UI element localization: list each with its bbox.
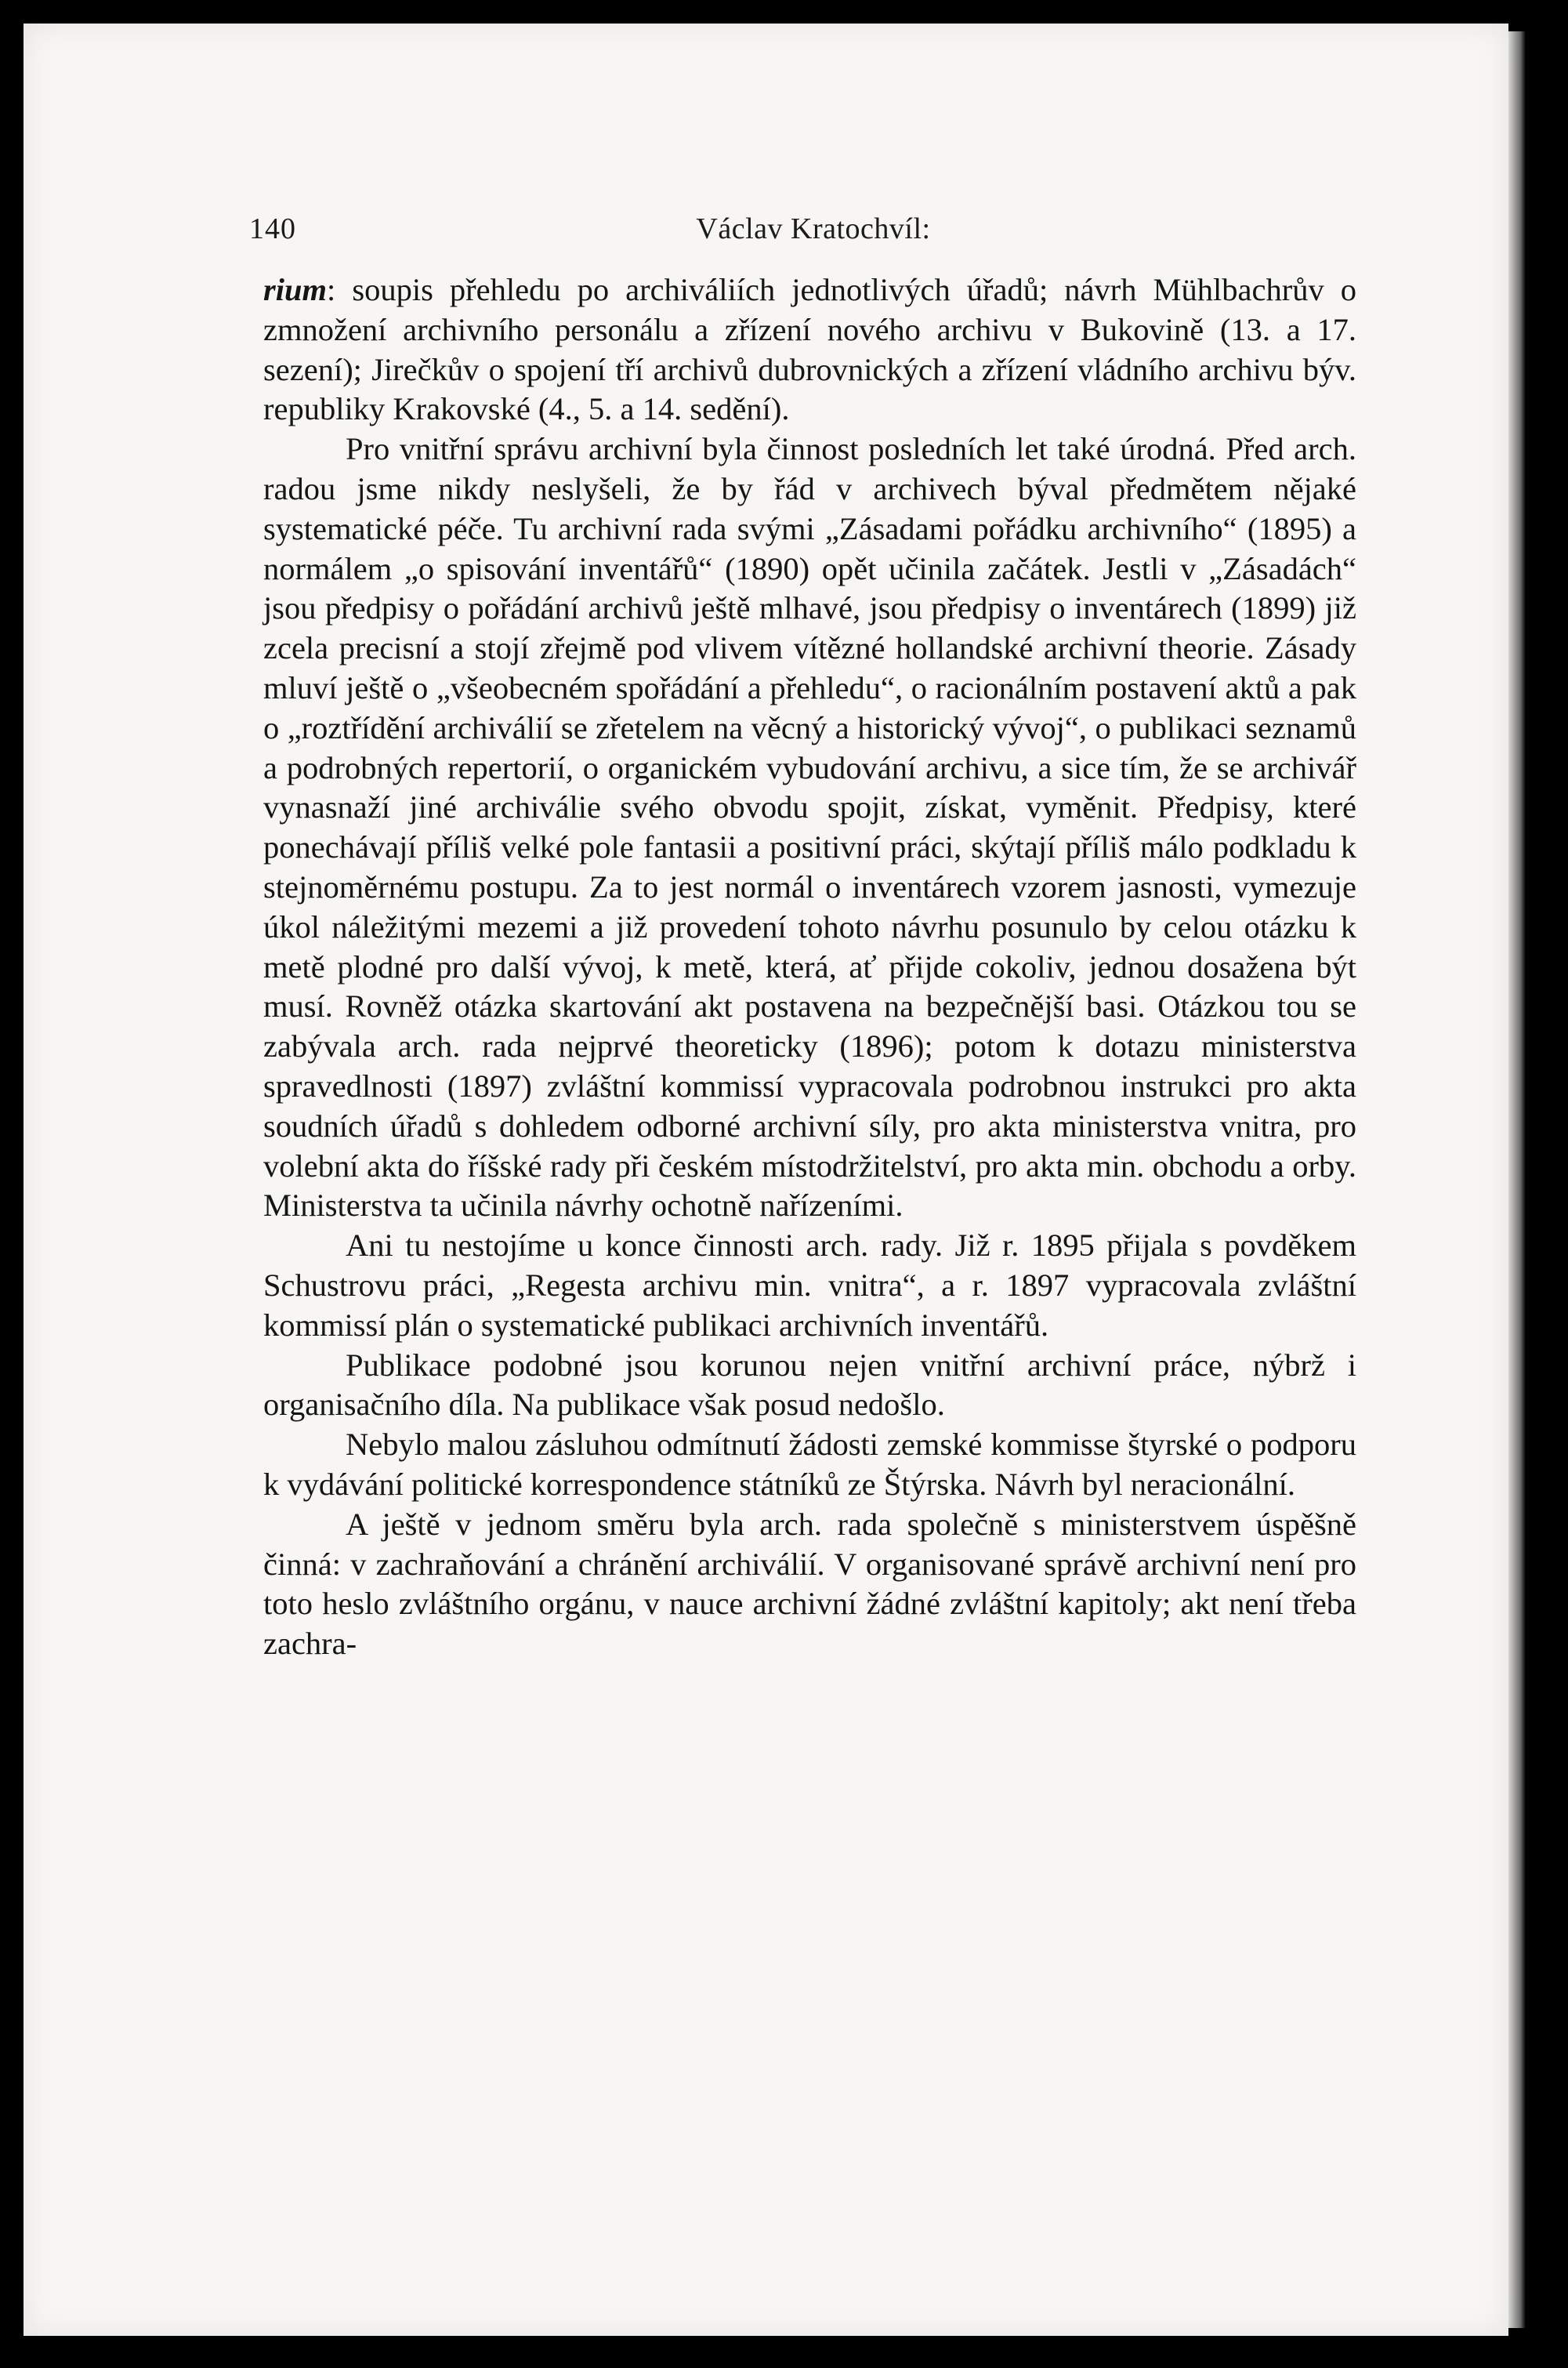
page-header — [249, 212, 1378, 259]
italic-word: rium — [263, 272, 328, 307]
paragraph: Pro vnitřní správu archivní byla činnost posledních let také úrodná. Před arch. radou jsme nikdy neslyšeli, že by řád v archivech býval předmětem nějaké systematické péče. Tu archivní rada svými „Zásadami pořádku archivního“ (1895) a normálem „o spisování inventářů“ (1890) opět učinila začátek. Jestli v „Zásadách“ jsou předpisy o pořádání archivů ještě mlhavé, jsou předpisy o inventárech (1899) již zcela precisní a stojí zřejmě pod vlivem vítězné hollandské archivní theorie. Zásady mluví ještě o „všeobecném spořádání a přehledu“, o racionálním postavení aktů a pak o „roztřídění archiválií se zřetelem na věcný a historický vývoj“, o publikaci seznamů a podrobných repertorií, o organickém vybudování archivu, a sice tím, že se archivář vynasnaží jiné archiválie svého obvodu spojit, získat, vyměnit. Předpisy, které ponechávají příliš velké pole fantasii a positivní práci, skýtají příliš málo podkladu k stejnoměrnému postupu. Za to jest normál o inventárech vzorem jasnosti, vymezuje úkol náležitými mezemi a již provedení tohoto návrhu posunulo by celou otázku k metě plodné pro další vývoj, k metě, která, ať přijde cokoliv, jednou dosažena být musí. Rovněž otázka skartování akt postavena na bezpečnější basi. Otázkou tou se zabývala arch. rada nejprvé theoreticky (1896); potom k dotazu ministerstva spravedlnosti (1897) zvláštní kommissí vypracovala podrobnou instrukci pro akta soudních úřadů s dohledem odborné archivní síly, pro akta ministerstva vnitra, pro volební akta do říšské rady při českém místodržitelství, pro akta min. obchodu a orby. Ministerstva ta učinila návrhy ochotně nařízeními. — [263, 431, 1356, 1224]
paragraph: A ještě v jednom směru byla arch. rada společně s ministerstvem úspěšně činná: v zachraňování a chránění archiválií. V organisované správě archivní není pro toto heslo zvláštního orgánu, v nauce archivní žádné zvláštní kapitoly; akt není třeba zachra- — [263, 1506, 1356, 1662]
paragraph — [263, 270, 1356, 430]
paragraph: Ani tu nestojíme u konce činnosti arch. rady. Již r. 1895 přijala s povděkem Schustrovu práci, „Regesta archivu min. vnitra“, a r. 1897 vypracovala zvláštní kommissí plán o systematické publikaci archivních inventářů. — [263, 1228, 1356, 1343]
paragraph: Publikace podobné jsou korunou nejen vnitřní archivní práce, nýbrž i organisačního díla. Na publikace však posud nedošlo. — [263, 1347, 1356, 1423]
paragraph: Nebylo malou zásluhou odmítnutí žádosti zemské kommisse štyrské o podporu k vydávání politické korrespondence státníků ze Štýrska. Návrh byl neracionální. — [263, 1427, 1356, 1502]
page-edge-shadow — [1508, 31, 1526, 2328]
page-number: 140 — [249, 212, 296, 245]
body-text — [263, 270, 1356, 1664]
paragraph-text: : soupis přehledu po archiváliích jednotlivých úřadů; návrh Mühlbachrův o zmnožení archivního personálu a zřízení nového archivu v Bukovině (13. a 17. sezení); Jirečkův o spojení tří archivů dubrovnických a zřízení vládního archivu býv. republiky Krakovské (4., 5. a 14. sedění). — [263, 272, 1356, 427]
running-title: Václav Kratochvíl: — [696, 212, 931, 245]
